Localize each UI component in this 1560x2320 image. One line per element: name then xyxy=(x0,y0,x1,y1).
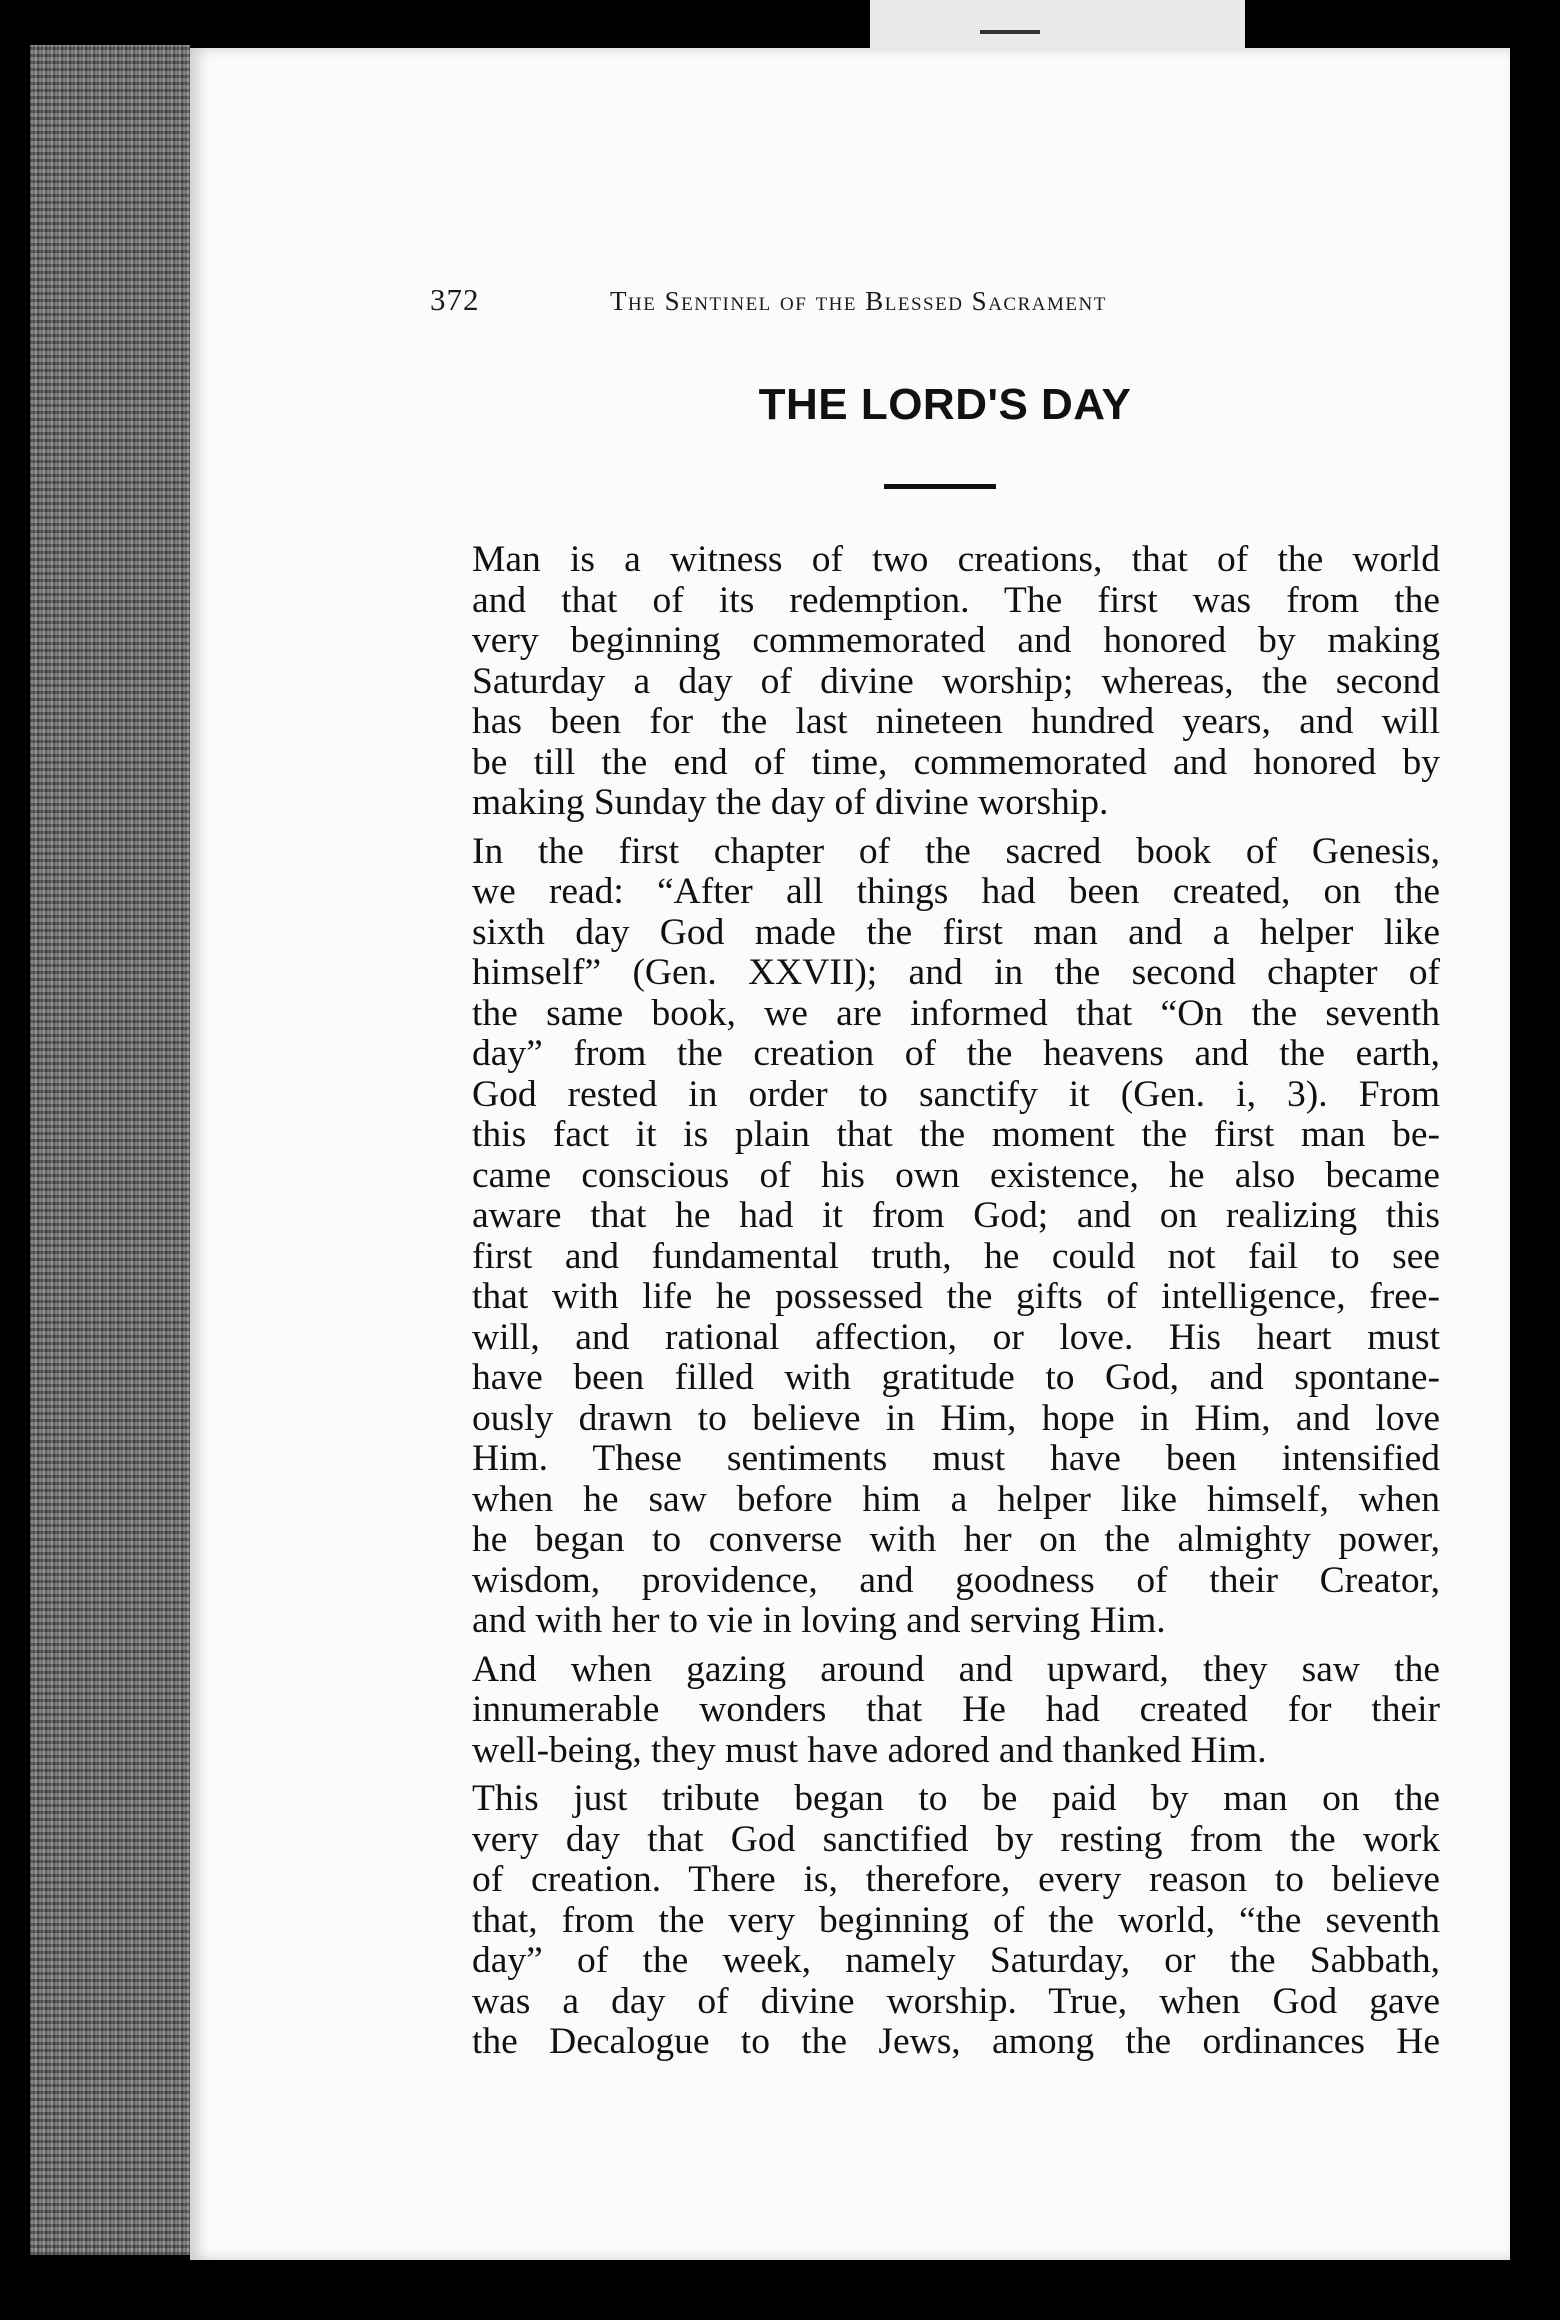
running-head xyxy=(430,282,1300,332)
book-page-edges xyxy=(30,45,190,2255)
text-line: well-being, they must have adored and thanked Him. xyxy=(472,1729,1267,1771)
text-line: Man is a witness of two creations, that of the world xyxy=(472,539,1440,580)
text-line: came conscious of his own existence, he also became xyxy=(472,1154,1440,1196)
text-line: the same book, we are informed that “On the seventh xyxy=(472,992,1440,1034)
text-line: first and fundamental truth, he could not fail to see xyxy=(472,1235,1440,1277)
paragraph-2 xyxy=(430,832,1440,1642)
text-line: day” of the week, namely Saturday, or the Sabbath, xyxy=(472,1940,1440,1981)
text-line: wisdom, providence, and goodness of their Creator, xyxy=(472,1559,1440,1601)
text-line: Saturday a day of divine worship; whereas, the second xyxy=(472,660,1440,702)
facing-page-edge xyxy=(1510,40,1560,2270)
text-line: when he saw before him a helper like himself, when xyxy=(472,1478,1440,1520)
text-line: and that of its redemption. The first was from the xyxy=(472,579,1440,621)
text-line: we read: “After all things had been created, on the xyxy=(472,871,1440,912)
text-line: himself” (Gen. XXVII); and in the second chapter of xyxy=(472,952,1440,993)
running-head-title: The Sentinel of the Blessed Sacrament xyxy=(610,286,1107,316)
text-line: the Decalogue to the Jews, among the ordinances He xyxy=(472,2021,1440,2062)
article-body xyxy=(430,540,1440,2071)
text-line: will, and rational affection, or love. His heart must xyxy=(472,1316,1440,1358)
article-title: THE LORD'S DAY xyxy=(758,380,1132,429)
text-line: has been for the last nineteen hundred years, and will xyxy=(472,701,1440,742)
text-line: innumerable wonders that He had created for their xyxy=(472,1689,1440,1730)
text-line: very day that God sanctified by resting from the work xyxy=(472,1818,1440,1860)
text-line: was a day of divine worship. True, when God gave xyxy=(472,1980,1440,2022)
text-line: he began to converse with her on the almighty power, xyxy=(472,1519,1440,1560)
text-line: This just tribute began to be paid by man on the xyxy=(472,1778,1440,1819)
text-line: making Sunday the day of divine worship. xyxy=(472,782,1109,823)
text-line: Him. These sentiments must have been intensified xyxy=(472,1438,1440,1479)
text-line: of creation. There is, therefore, every reason to believe xyxy=(472,1859,1440,1900)
paragraph-3 xyxy=(430,1650,1440,1772)
scan-bottom-border xyxy=(0,2260,1560,2320)
text-line: be till the end of time, commemorated and honored by xyxy=(472,741,1440,783)
text-line: this fact it is plain that the moment the first man be- xyxy=(472,1114,1440,1155)
text-line: that, from the very beginning of the world, “the seventh xyxy=(472,1899,1440,1941)
text-line: have been filled with gratitude to God, and spontane- xyxy=(472,1357,1440,1398)
text-line: God rested in order to sanctify it (Gen. i, 3). From xyxy=(472,1073,1440,1115)
slip-mark xyxy=(980,30,1040,34)
text-line: and with her to vie in loving and serving Him. xyxy=(472,1600,1166,1641)
page-number: 372 xyxy=(430,282,480,317)
text-line: In the first chapter of the sacred book of Genesis, xyxy=(472,830,1440,872)
text-line: very beginning commemorated and honored by making xyxy=(472,620,1440,661)
text-line: day” from the creation of the heavens and the earth, xyxy=(472,1033,1440,1074)
text-line: aware that he had it from God; and on realizing this xyxy=(472,1195,1440,1236)
paragraph-4 xyxy=(430,1779,1440,2063)
text-line: ously drawn to believe in Him, hope in Him, and love xyxy=(472,1397,1440,1439)
text-line: that with life he possessed the gifts of intelligence, free- xyxy=(472,1276,1440,1317)
text-line: And when gazing around and upward, they saw the xyxy=(472,1648,1440,1690)
text-line: sixth day God made the first man and a helper like xyxy=(472,911,1440,953)
title-rule xyxy=(884,484,996,489)
paragraph-1 xyxy=(430,540,1440,824)
